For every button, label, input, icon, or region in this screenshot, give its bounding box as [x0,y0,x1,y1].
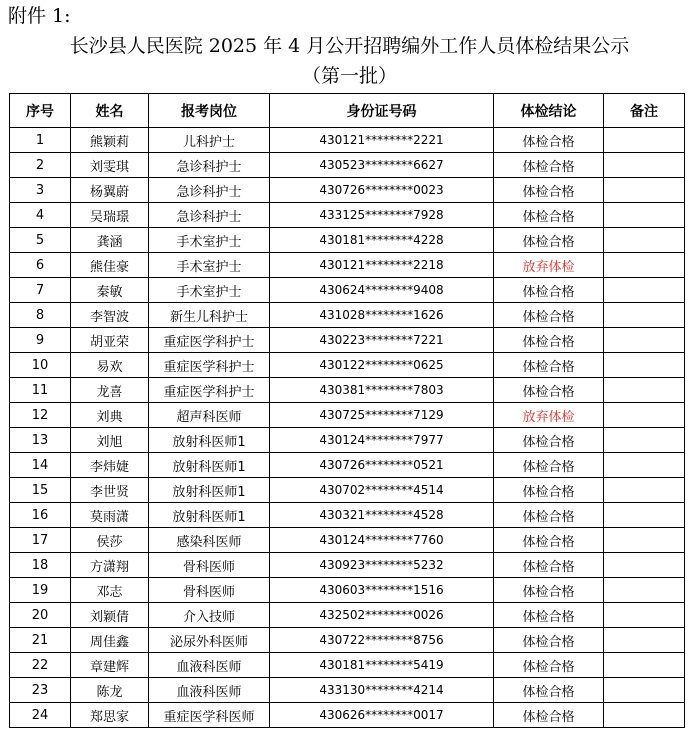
cell-id-number: 430321********4528 [270,503,494,528]
cell-conclusion: 体检合格 [494,703,604,728]
cell-position: 放射科医师1 [149,453,270,478]
cell-id-number: 430923********5232 [270,553,494,578]
cell-position: 急诊科护士 [149,203,270,228]
cell-id-number: 430121********2221 [270,128,494,153]
cell-name: 刘颖倩 [71,603,149,628]
cell-conclusion: 体检合格 [494,278,604,303]
cell-remark [604,678,685,703]
cell-index: 23 [10,678,71,703]
table-row [10,253,685,278]
cell-position: 放射科医师1 [149,428,270,453]
table-row [10,203,685,228]
table-row [10,353,685,378]
cell-id-number: 433130********4214 [270,678,494,703]
cell-name: 胡亚荣 [71,328,149,353]
cell-remark [604,228,685,253]
cell-index: 20 [10,603,71,628]
cell-id-number: 430223********7221 [270,328,494,353]
cell-name: 方潇翔 [71,553,149,578]
table-row [10,578,685,603]
cell-name: 龙喜 [71,378,149,403]
cell-name: 章建辉 [71,653,149,678]
table-row [10,553,685,578]
page-title: 长沙县人民医院 2025 年 4 月公开招聘编外工作人员体检结果公示 [69,35,630,57]
cell-name: 吴瑞璟 [71,203,149,228]
cell-index: 11 [10,378,71,403]
header-id-number: 身份证号码 [270,94,494,128]
cell-name: 李世贤 [71,478,149,503]
cell-id-number: 430722********8756 [270,628,494,653]
cell-name: 郑思家 [71,703,149,728]
cell-name: 刘典 [71,403,149,428]
cell-index: 8 [10,303,71,328]
cell-name: 李智波 [71,303,149,328]
cell-conclusion: 体检合格 [494,578,604,603]
table-row [10,153,685,178]
cell-conclusion: 体检合格 [494,503,604,528]
cell-remark [604,253,685,278]
cell-position: 血液科医师 [149,678,270,703]
cell-position: 重症医学科护士 [149,378,270,403]
table-row [10,703,685,728]
table-row [10,278,685,303]
cell-index: 12 [10,403,71,428]
cell-remark [604,403,685,428]
cell-index: 10 [10,353,71,378]
cell-position: 放射科医师1 [149,503,270,528]
cell-position: 骨科医师 [149,578,270,603]
table-row [10,328,685,353]
cell-position: 新生儿科护士 [149,303,270,328]
cell-name: 莫雨潇 [71,503,149,528]
cell-index: 14 [10,453,71,478]
cell-position: 骨科医师 [149,553,270,578]
cell-id-number: 430726********0521 [270,453,494,478]
cell-remark [604,378,685,403]
cell-conclusion: 体检合格 [494,128,604,153]
table-row [10,628,685,653]
cell-name: 秦敏 [71,278,149,303]
table-row [10,228,685,253]
cell-index: 16 [10,503,71,528]
cell-id-number: 430124********7760 [270,528,494,553]
header-position: 报考岗位 [149,94,270,128]
cell-conclusion: 放弃体检 [494,253,604,278]
cell-id-number: 430121********2218 [270,253,494,278]
cell-index: 24 [10,703,71,728]
cell-position: 急诊科护士 [149,153,270,178]
cell-position: 手术室护士 [149,253,270,278]
cell-conclusion: 体检合格 [494,378,604,403]
cell-conclusion: 体检合格 [494,153,604,178]
cell-name: 熊颖莉 [71,128,149,153]
cell-remark [604,153,685,178]
cell-conclusion: 体检合格 [494,203,604,228]
cell-index: 21 [10,628,71,653]
cell-conclusion: 体检合格 [494,628,604,653]
cell-name: 李炜婕 [71,453,149,478]
table-row [10,178,685,203]
cell-conclusion: 体检合格 [494,528,604,553]
cell-remark [604,178,685,203]
cell-id-number: 430381********7803 [270,378,494,403]
cell-id-number: 430122********0625 [270,353,494,378]
cell-remark [604,603,685,628]
cell-remark [604,453,685,478]
cell-remark [604,203,685,228]
cell-name: 熊佳豪 [71,253,149,278]
cell-index: 17 [10,528,71,553]
cell-remark [604,503,685,528]
table-row [10,128,685,153]
cell-index: 1 [10,128,71,153]
cell-name: 陈龙 [71,678,149,703]
cell-conclusion: 体检合格 [494,428,604,453]
cell-index: 5 [10,228,71,253]
cell-remark [604,428,685,453]
header-index: 序号 [10,94,71,128]
cell-remark [604,128,685,153]
cell-name: 刘旭 [71,428,149,453]
cell-remark [604,278,685,303]
cell-remark [604,653,685,678]
cell-id-number: 430726********0023 [270,178,494,203]
cell-conclusion: 体检合格 [494,478,604,503]
cell-position: 手术室护士 [149,228,270,253]
cell-remark [604,303,685,328]
table-row [10,453,685,478]
table-header-row [10,94,685,128]
cell-remark [604,478,685,503]
table-row [10,528,685,553]
cell-id-number: 430702********4514 [270,478,494,503]
cell-conclusion: 体检合格 [494,653,604,678]
cell-index: 19 [10,578,71,603]
results-table [9,93,685,728]
cell-remark [604,553,685,578]
table-row [10,478,685,503]
cell-conclusion: 放弃体检 [494,403,604,428]
header-remark: 备注 [604,94,685,128]
cell-conclusion: 体检合格 [494,178,604,203]
cell-index: 15 [10,478,71,503]
cell-index: 7 [10,278,71,303]
cell-id-number: 430124********7977 [270,428,494,453]
cell-position: 超声科医师 [149,403,270,428]
cell-id-number: 430603********1516 [270,578,494,603]
table-row [10,603,685,628]
cell-index: 9 [10,328,71,353]
cell-position: 感染科医师 [149,528,270,553]
table-row [10,678,685,703]
cell-conclusion: 体检合格 [494,553,604,578]
cell-name: 周佳鑫 [71,628,149,653]
cell-id-number: 430181********4228 [270,228,494,253]
cell-index: 6 [10,253,71,278]
cell-position: 放射科医师1 [149,478,270,503]
cell-name: 侯莎 [71,528,149,553]
cell-name: 杨翼蔚 [71,178,149,203]
cell-position: 泌尿外科医师 [149,628,270,653]
cell-position: 重症医学科护士 [149,328,270,353]
header-name: 姓名 [71,94,149,128]
cell-index: 3 [10,178,71,203]
table-row [10,403,685,428]
cell-index: 2 [10,153,71,178]
cell-name: 龚涵 [71,228,149,253]
cell-index: 13 [10,428,71,453]
cell-conclusion: 体检合格 [494,228,604,253]
table-row [10,503,685,528]
cell-id-number: 432502********0026 [270,603,494,628]
cell-remark [604,528,685,553]
cell-conclusion: 体检合格 [494,453,604,478]
cell-id-number: 430624********9408 [270,278,494,303]
page-subtitle: （第一批） [301,65,397,87]
cell-remark [604,703,685,728]
cell-name: 易欢 [71,353,149,378]
cell-conclusion: 体检合格 [494,303,604,328]
table-body [10,128,685,728]
cell-conclusion: 体检合格 [494,603,604,628]
cell-position: 介入技师 [149,603,270,628]
cell-remark [604,328,685,353]
cell-remark [604,628,685,653]
cell-id-number: 430523********6627 [270,153,494,178]
header-conclusion: 体检结论 [494,94,604,128]
cell-index: 18 [10,553,71,578]
cell-id-number: 430181********5419 [270,653,494,678]
cell-conclusion: 体检合格 [494,353,604,378]
cell-conclusion: 体检合格 [494,678,604,703]
cell-name: 刘雯琪 [71,153,149,178]
cell-position: 儿科护士 [149,128,270,153]
cell-remark [604,578,685,603]
cell-position: 重症医学科护士 [149,353,270,378]
cell-id-number: 433125********7928 [270,203,494,228]
cell-conclusion: 体检合格 [494,328,604,353]
attachment-label: 附件 1: [8,5,71,27]
cell-index: 22 [10,653,71,678]
cell-index: 4 [10,203,71,228]
cell-id-number: 430626********0017 [270,703,494,728]
table-row [10,378,685,403]
table-row [10,428,685,453]
cell-position: 重症医学科医师 [149,703,270,728]
cell-remark [604,353,685,378]
cell-position: 手术室护士 [149,278,270,303]
table-row [10,653,685,678]
cell-id-number: 430725********7129 [270,403,494,428]
cell-name: 邓志 [71,578,149,603]
cell-position: 血液科医师 [149,653,270,678]
table-row [10,303,685,328]
cell-id-number: 431028********1626 [270,303,494,328]
cell-position: 急诊科护士 [149,178,270,203]
